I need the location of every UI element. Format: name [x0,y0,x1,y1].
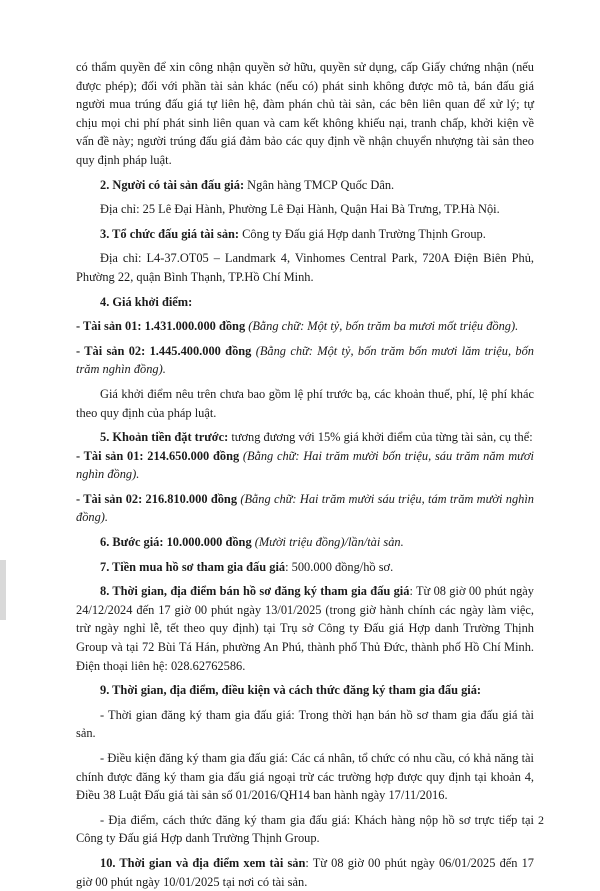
asset-2-deposit: - Tài sản 02: 216.810.000 đồng [76,491,238,506]
section-7-value: : 500.000 đồng/hồ sơ. [285,559,394,574]
section-3 [76,225,534,244]
section-6-value: (Mười triệu đồng)/lần/tài sản. [251,535,404,550]
section-5 [76,428,534,447]
section-8-value: : Từ 08 giờ 00 phút ngày 24/12/2024 đến 17 giờ 00 phút ngày 13/01/2025 (trong giờ hành chính các ngày làm việc, trừ ngày nghỉ lễ, tết theo quy định) tại Trụ sở Công ty Đấu giá Hợp danh Trường Thịnh Group và tại 72 Bùi Tá Hán, phường An Phú, thành phố Thủ Đức, thành phố Hồ Chí Minh. Điện thoại liên hệ: 028.62762586. [76,584,534,673]
asset-2-price: - Tài sản 02: 1.445.400.000 đồng [76,343,252,358]
section-2-address: Địa chỉ: 25 Lê Đại Hành, Phường Lê Đại Hành, Quận Hai Bà Trưng, TP.Hà Nội. [100,202,500,217]
section-10-value: : Từ 08 giờ 00 phút ngày 06/01/2025 đến 17 giờ 00 phút ngày 10/01/2025 tại nơi có tài sản. [76,855,534,889]
section-2-value: Ngân hàng TMCP Quốc Dân. [244,177,395,192]
asset-1-deposit: - Tài sản 01: 214.650.000 đồng [76,448,240,463]
section-9-item-3: - Địa điểm, cách thức đăng ký tham gia đấu giá: Khách hàng nộp hồ sơ trực tiếp tại Công ty Đấu giá Hợp danh Trường Thịnh Group. [76,812,534,846]
section-8 [76,582,534,675]
asset-2-deposit-words: (Bằng chữ: Hai trăm mười sáu triệu, tám trăm mười nghìn đồng). [76,491,534,525]
section-5-value: tương đương với 15% giá khởi điểm của từng tài sản, cụ thể: [228,430,533,445]
section-5-asset-1 [76,447,534,484]
page-number: 2 [538,813,544,828]
asset-2-price-words: (Bằng chữ: Một tỷ, bốn trăm bốn mươi lăm triệu, bốn trăm nghìn đồng). [76,343,534,377]
section-7 [76,558,534,577]
section-2 [76,176,534,195]
section-2-heading: 2. Người có tài sản đấu giá: [100,177,245,192]
section-9-item-2: - Điều kiện đăng ký tham gia đấu giá: Các cá nhân, tổ chức có nhu cầu, có khả năng tài chính được đăng ký tham gia đấu giá ngoại trừ các trường hợp được quy định tại khoản 4, Điều 38 Luật Đấu giá tài sản số 01/2016/QH14 ban hành ngày 17/11/2016. [76,751,534,803]
section-9-heading-text: 9. Thời gian, địa điểm, điều kiện và cách thức đăng ký tham gia đấu giá: [100,683,482,698]
section-6-heading: 6. Bước giá: 10.000.000 đồng [100,535,252,550]
section-4-note: Giá khởi điểm nêu trên chưa bao gồm lệ phí trước bạ, các khoản thuế, phí, lệ phí khác theo quy định của pháp luật. [76,386,534,420]
section-4-asset-1 [76,317,534,336]
section-9-heading [76,681,534,700]
asset-1-deposit-words: (Bằng chữ: Hai trăm mười bốn triệu, sáu trăm năm mươi nghìn đồng). [76,448,534,482]
section-8-heading: 8. Thời gian, địa điểm bán hồ sơ đăng ký tham gia đấu giá [100,584,410,599]
section-10-heading: 10. Thời gian và địa điểm xem tài sản [100,855,306,870]
section-3-address: Địa chỉ: L4-37.OT05 – Landmark 4, Vinhomes Central Park, 720A Điện Biên Phủ, Phường 22, quận Bình Thạnh, TP.Hồ Chí Minh. [76,251,534,284]
section-9-item-1: - Thời gian đăng ký tham gia đấu giá: Trong thời hạn bán hồ sơ tham gia đấu giá tài sản. [76,707,534,741]
section-4-heading-text: 4. Giá khởi điểm: [100,294,193,309]
section-5-heading: 5. Khoản tiền đặt trước: [100,430,229,445]
section-3-heading: 3. Tổ chức đấu giá tài sản: [100,226,240,241]
asset-1-price: - Tài sản 01: 1.431.000.000 đồng [76,319,246,334]
section-10 [76,854,534,891]
scan-edge-mark [0,560,6,620]
section-4-asset-2 [76,342,534,379]
section-5-asset-2 [76,490,534,527]
asset-1-price-words: (Bằng chữ: Một tỷ, bốn trăm ba mươi mốt triệu đồng). [245,319,519,334]
section-4-heading [76,293,534,312]
section-6 [76,533,534,552]
section-7-heading: 7. Tiền mua hồ sơ tham gia đấu giá [100,559,286,574]
section-3-value: Công ty Đấu giá Hợp danh Trường Thịnh Group. [239,226,486,241]
intro-paragraph: có thẩm quyền để xin công nhận quyền sở hữu, quyền sử dụng, cấp Giấy chứng nhận (nếu được phép); đối với phần tài sản khác (nếu có) phát sinh không được mô tả, bán đấu giá người mua trúng đấu giá tự liên hệ, đàm phán chủ tài sản, các bên liên quan để xử lý; tự chịu mọi chi phí phát sinh liên quan và cam kết không khiếu nại, tranh chấp, khởi kiện về vấn đề này; người trúng đấu giá đảm bảo các quy định về nhận chuyển nhượng tài sản theo quy định pháp luật. [76,60,534,167]
